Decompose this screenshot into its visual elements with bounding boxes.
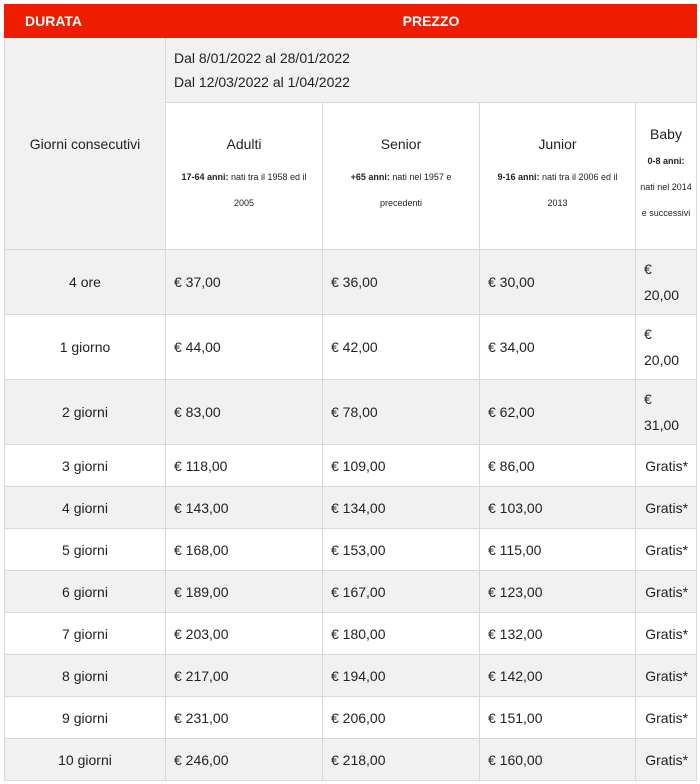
category-desc-text: nati tra il 2006 ed il 2013	[539, 172, 618, 208]
category-name: Senior	[380, 136, 422, 152]
category-name: Junior	[538, 136, 577, 152]
category-age: 17-64 anni:	[181, 172, 229, 182]
price-junior: € 160,00	[480, 739, 636, 781]
table-row	[5, 739, 697, 781]
category-age: +65 anni:	[350, 172, 390, 182]
category-name: Baby	[650, 126, 682, 142]
duration-label: 5 giorni	[5, 529, 166, 571]
price-adulti: € 203,00	[166, 613, 323, 655]
period-line-1: Dal 8/01/2022 al 28/01/2022	[174, 50, 350, 66]
period-dates	[166, 38, 697, 103]
price-adulti: € 189,00	[166, 571, 323, 613]
price-baby: Gratis*	[636, 445, 697, 487]
category-desc	[488, 164, 627, 216]
price-rows	[5, 250, 697, 781]
header-prezzo: PREZZO	[166, 5, 697, 38]
duration-label: 6 giorni	[5, 571, 166, 613]
price-adulti: € 231,00	[166, 697, 323, 739]
duration-label: 2 giorni	[5, 380, 166, 445]
price-senior: € 218,00	[323, 739, 480, 781]
price-adulti: € 83,00	[166, 380, 323, 445]
price-junior: € 142,00	[480, 655, 636, 697]
price-adulti: € 118,00	[166, 445, 323, 487]
duration-label: 4 giorni	[5, 487, 166, 529]
duration-label: 3 giorni	[5, 445, 166, 487]
price-junior: € 86,00	[480, 445, 636, 487]
price-adulti: € 143,00	[166, 487, 323, 529]
price-baby: Gratis*	[636, 613, 697, 655]
price-baby: Gratis*	[636, 487, 697, 529]
category-baby	[636, 103, 697, 250]
category-desc	[331, 164, 471, 216]
price-adulti: € 37,00	[166, 250, 323, 315]
price-junior: € 30,00	[480, 250, 636, 315]
price-junior: € 123,00	[480, 571, 636, 613]
price-table	[4, 4, 697, 781]
price-senior: € 206,00	[323, 697, 480, 739]
table-row	[5, 250, 697, 315]
category-senior	[323, 103, 480, 250]
price-senior: € 194,00	[323, 655, 480, 697]
price-senior: € 78,00	[323, 380, 480, 445]
price-adulti: € 246,00	[166, 739, 323, 781]
table-row	[5, 655, 697, 697]
price-senior: € 180,00	[323, 613, 480, 655]
price-senior: € 134,00	[323, 487, 480, 529]
table-header-row	[5, 5, 697, 38]
price-senior: € 42,00	[323, 315, 480, 380]
table-row	[5, 571, 697, 613]
table-row	[5, 613, 697, 655]
price-baby: Gratis*	[636, 571, 697, 613]
table-row	[5, 487, 697, 529]
category-adulti	[166, 103, 323, 250]
price-junior: € 103,00	[480, 487, 636, 529]
category-age: 9-16 anni:	[497, 172, 540, 182]
header-durata: DURATA	[5, 5, 166, 38]
price-adulti: € 217,00	[166, 655, 323, 697]
price-junior: € 132,00	[480, 613, 636, 655]
duration-label: 8 giorni	[5, 655, 166, 697]
price-baby: Gratis*	[636, 529, 697, 571]
category-age: 0-8 anni:	[647, 156, 685, 166]
duration-label: 10 giorni	[5, 739, 166, 781]
table-row	[5, 697, 697, 739]
category-desc-text: nati tra il 1958 ed il 2005	[228, 172, 307, 208]
price-junior: € 151,00	[480, 697, 636, 739]
price-senior: € 153,00	[323, 529, 480, 571]
category-name: Adulti	[226, 136, 262, 152]
table-row	[5, 445, 697, 487]
table-row	[5, 315, 697, 380]
price-senior: € 167,00	[323, 571, 480, 613]
period-line-2: Dal 12/03/2022 al 1/04/2022	[174, 74, 350, 90]
category-desc-text: nati nel 2014 e successivi	[640, 182, 692, 218]
duration-label: 1 giorno	[5, 315, 166, 380]
row-header-label: Giorni consecutivi	[5, 38, 166, 250]
price-senior: € 36,00	[323, 250, 480, 315]
duration-label: 9 giorni	[5, 697, 166, 739]
duration-label: 4 ore	[5, 250, 166, 315]
price-junior: € 62,00	[480, 380, 636, 445]
price-baby: € 31,00	[636, 380, 697, 445]
period-row	[5, 38, 697, 103]
category-desc	[174, 164, 314, 216]
table-row	[5, 380, 697, 445]
category-desc-text: nati nel 1957 e precedenti	[379, 172, 452, 208]
category-junior	[480, 103, 636, 250]
price-baby: Gratis*	[636, 739, 697, 781]
price-baby: € 20,00	[636, 315, 697, 380]
price-adulti: € 168,00	[166, 529, 323, 571]
table-row	[5, 529, 697, 571]
price-baby: Gratis*	[636, 655, 697, 697]
price-junior: € 115,00	[480, 529, 636, 571]
price-baby: € 20,00	[636, 250, 697, 315]
price-senior: € 109,00	[323, 445, 480, 487]
price-junior: € 34,00	[480, 315, 636, 380]
category-desc	[640, 148, 692, 226]
price-baby: Gratis*	[636, 697, 697, 739]
price-adulti: € 44,00	[166, 315, 323, 380]
duration-label: 7 giorni	[5, 613, 166, 655]
